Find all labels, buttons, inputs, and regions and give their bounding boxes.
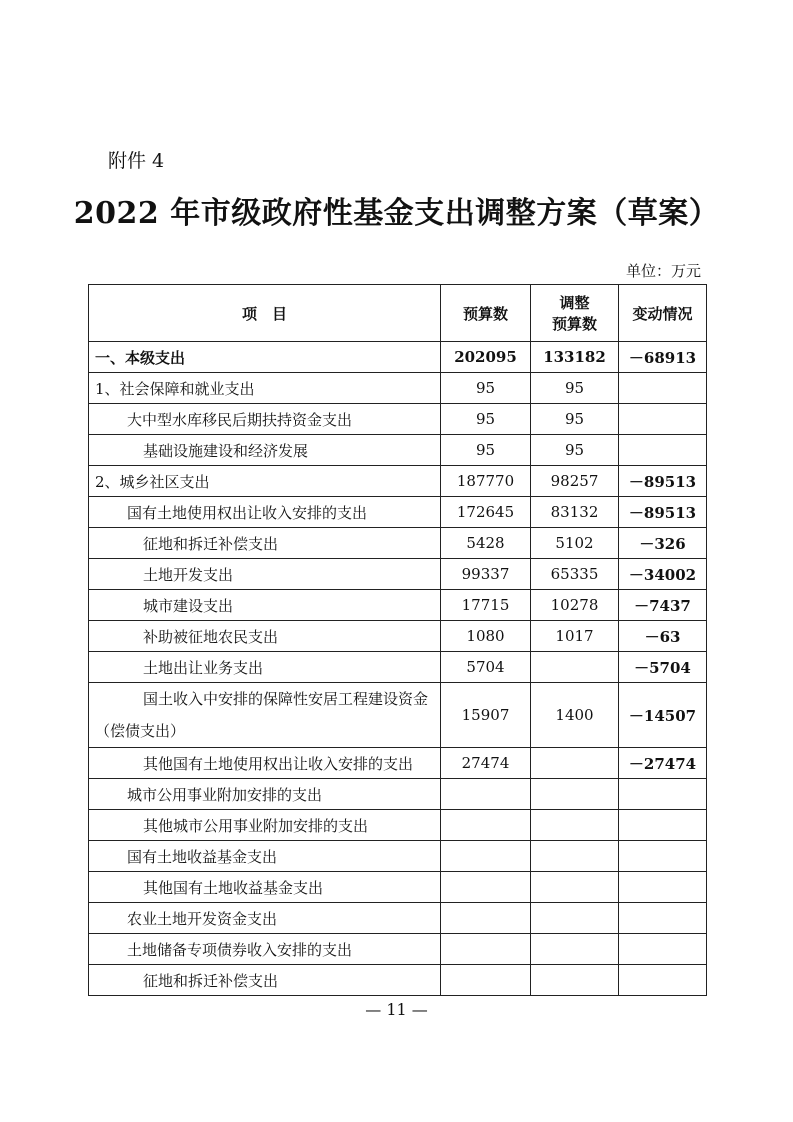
row-change: －89513: [619, 497, 707, 528]
row-budget: 17715: [441, 590, 531, 621]
table-row: [89, 903, 707, 934]
header-budget: 预算数: [441, 285, 531, 342]
row-adjusted: 1017: [531, 621, 619, 652]
table-header-row: [89, 285, 707, 342]
table-row: [89, 435, 707, 466]
row-budget: 99337: [441, 559, 531, 590]
row-budget: [441, 934, 531, 965]
row-change: －14507: [619, 683, 707, 748]
row-item: 其他国有土地收益基金支出: [89, 872, 441, 903]
row-item: 农业土地开发资金支出: [89, 903, 441, 934]
table-row: [89, 841, 707, 872]
row-adjusted: [531, 779, 619, 810]
page-number: — 11 —: [365, 1000, 428, 1019]
row-change: －7437: [619, 590, 707, 621]
table-row: [89, 652, 707, 683]
row-item: 征地和拆迁补偿支出: [89, 965, 441, 996]
row-item: 基础设施建设和经济发展: [89, 435, 441, 466]
row-item: 城市建设支出: [89, 590, 441, 621]
row-adjusted: [531, 652, 619, 683]
row-item: 国有土地收益基金支出: [89, 841, 441, 872]
row-item: 土地储备专项债券收入安排的支出: [89, 934, 441, 965]
table-row: [89, 934, 707, 965]
row-item: 土地开发支出: [89, 559, 441, 590]
table-row: [89, 497, 707, 528]
row-adjusted: 5102: [531, 528, 619, 559]
table-row: [89, 810, 707, 841]
table-row: [89, 373, 707, 404]
header-change: 变动情况: [619, 285, 707, 342]
row-change: [619, 373, 707, 404]
row-item: 一、本级支出: [89, 342, 441, 373]
row-item: 其他国有土地使用权出让收入安排的支出: [89, 748, 441, 779]
row-adjusted: 65335: [531, 559, 619, 590]
row-budget: 5428: [441, 528, 531, 559]
row-adjusted: [531, 872, 619, 903]
row-budget: 172645: [441, 497, 531, 528]
row-change: －5704: [619, 652, 707, 683]
row-change: －27474: [619, 748, 707, 779]
row-budget: 95: [441, 404, 531, 435]
row-budget: [441, 841, 531, 872]
row-adjusted: 133182: [531, 342, 619, 373]
row-adjusted: 98257: [531, 466, 619, 497]
row-change: [619, 903, 707, 934]
row-budget: [441, 965, 531, 996]
row-change: －68913: [619, 342, 707, 373]
table-row: [89, 404, 707, 435]
table-row: [89, 342, 707, 373]
header-adjusted: [531, 285, 619, 342]
row-change: [619, 965, 707, 996]
table-row: [89, 559, 707, 590]
row-change: [619, 779, 707, 810]
row-item: 国土收入中安排的保障性安居工程建设资金（偿债支出）: [89, 683, 441, 748]
table-row: [89, 748, 707, 779]
row-budget: [441, 779, 531, 810]
row-budget: 187770: [441, 466, 531, 497]
row-adjusted: 1400: [531, 683, 619, 748]
row-change: [619, 872, 707, 903]
row-adjusted: 95: [531, 404, 619, 435]
row-item: 征地和拆迁补偿支出: [89, 528, 441, 559]
row-change: [619, 435, 707, 466]
row-change: －63: [619, 621, 707, 652]
row-adjusted: [531, 965, 619, 996]
row-item: 其他城市公用事业附加安排的支出: [89, 810, 441, 841]
row-item: 国有土地使用权出让收入安排的支出: [89, 497, 441, 528]
table-row: [89, 621, 707, 652]
row-change: [619, 841, 707, 872]
table-row: [89, 965, 707, 996]
row-item: 城市公用事业附加安排的支出: [89, 779, 441, 810]
row-budget: [441, 872, 531, 903]
table-row: [89, 779, 707, 810]
row-adjusted: [531, 810, 619, 841]
table-row: [89, 528, 707, 559]
header-adjusted-line2: 预算数: [551, 315, 597, 333]
row-item: 2、城乡社区支出: [89, 466, 441, 497]
row-item: 补助被征地农民支出: [89, 621, 441, 652]
header-item: 项 目: [89, 285, 441, 342]
row-adjusted: 10278: [531, 590, 619, 621]
row-adjusted: [531, 748, 619, 779]
row-budget: 5704: [441, 652, 531, 683]
row-adjusted: [531, 841, 619, 872]
row-budget: 15907: [441, 683, 531, 748]
table-row: [89, 683, 707, 748]
budget-table: [88, 284, 707, 996]
row-change: －34002: [619, 559, 707, 590]
row-budget: [441, 810, 531, 841]
table-row: [89, 466, 707, 497]
row-change: －89513: [619, 466, 707, 497]
row-item: 1、社会保障和就业支出: [89, 373, 441, 404]
row-budget: [441, 903, 531, 934]
row-budget: 202095: [441, 342, 531, 373]
table-row: [89, 872, 707, 903]
row-budget: 95: [441, 435, 531, 466]
unit-label: 单位：万元: [625, 262, 701, 280]
header-adjusted-line1: 调整: [559, 294, 590, 312]
row-budget: 27474: [441, 748, 531, 779]
row-adjusted: 95: [531, 373, 619, 404]
row-change: －326: [619, 528, 707, 559]
row-adjusted: 95: [531, 435, 619, 466]
row-budget: 95: [441, 373, 531, 404]
row-item: 大中型水库移民后期扶持资金支出: [89, 404, 441, 435]
table-row: [89, 590, 707, 621]
row-change: [619, 810, 707, 841]
row-adjusted: [531, 934, 619, 965]
row-budget: 1080: [441, 621, 531, 652]
row-change: [619, 404, 707, 435]
row-change: [619, 934, 707, 965]
row-adjusted: 83132: [531, 497, 619, 528]
page-title: 2022 年市级政府性基金支出调整方案（草案）: [73, 196, 720, 231]
row-adjusted: [531, 903, 619, 934]
row-item: 土地出让业务支出: [89, 652, 441, 683]
attachment-label: 附件 4: [108, 150, 165, 172]
